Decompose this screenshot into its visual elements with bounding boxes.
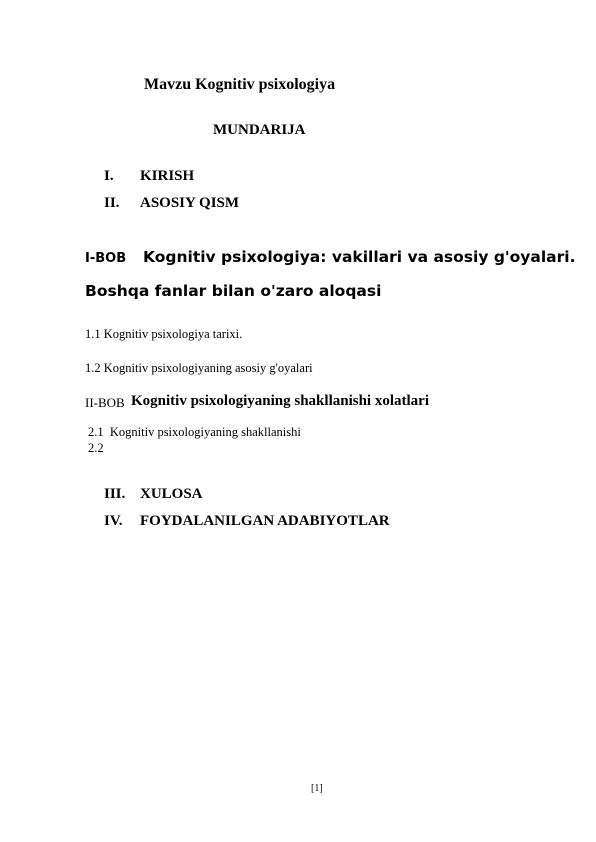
toc-item-xulosa: XULOSA xyxy=(140,486,203,502)
toc-number-3: III. xyxy=(104,486,126,502)
chapter1-title-line2: Boshqa fanlar bilan o'zaro aloqasi xyxy=(85,282,382,300)
section-1-1: 1.1 Kognitiv psixologiya tarixi. xyxy=(85,327,243,341)
toc-number-2: II. xyxy=(104,195,120,211)
section-2-2: 2.2 xyxy=(88,441,104,455)
chapter1-prefix: I-BOB xyxy=(85,251,127,266)
chapter1-title-line1: Kognitiv psixologiya: vakillari va asosiy g'oyalari. xyxy=(143,248,576,266)
page-number: [1] xyxy=(311,783,323,794)
contents-heading: MUNDARIJA xyxy=(213,122,306,138)
toc-number-1: I. xyxy=(104,168,114,184)
toc-item-kirish: KIRISH xyxy=(140,168,195,184)
toc-item-adabiyotlar: FOYDALANILGAN ADABIYOTLAR xyxy=(140,513,390,529)
document-title: Mavzu Kognitiv psixologiya xyxy=(144,76,336,93)
toc-number-4: IV. xyxy=(104,513,123,529)
section-1-2: 1.2 Kognitiv psixologiyaning asosiy g'oyalari xyxy=(85,361,313,375)
chapter2-title: Kognitiv psixologiyaning shakllanishi xolatlari xyxy=(131,393,429,409)
chapter2-prefix: II-BOB xyxy=(85,395,125,410)
section-2-1: 2.1 Kognitiv psixologiyaning shakllanishi xyxy=(88,425,301,439)
toc-item-asosiy-qism: ASOSIY QISM xyxy=(140,195,240,211)
